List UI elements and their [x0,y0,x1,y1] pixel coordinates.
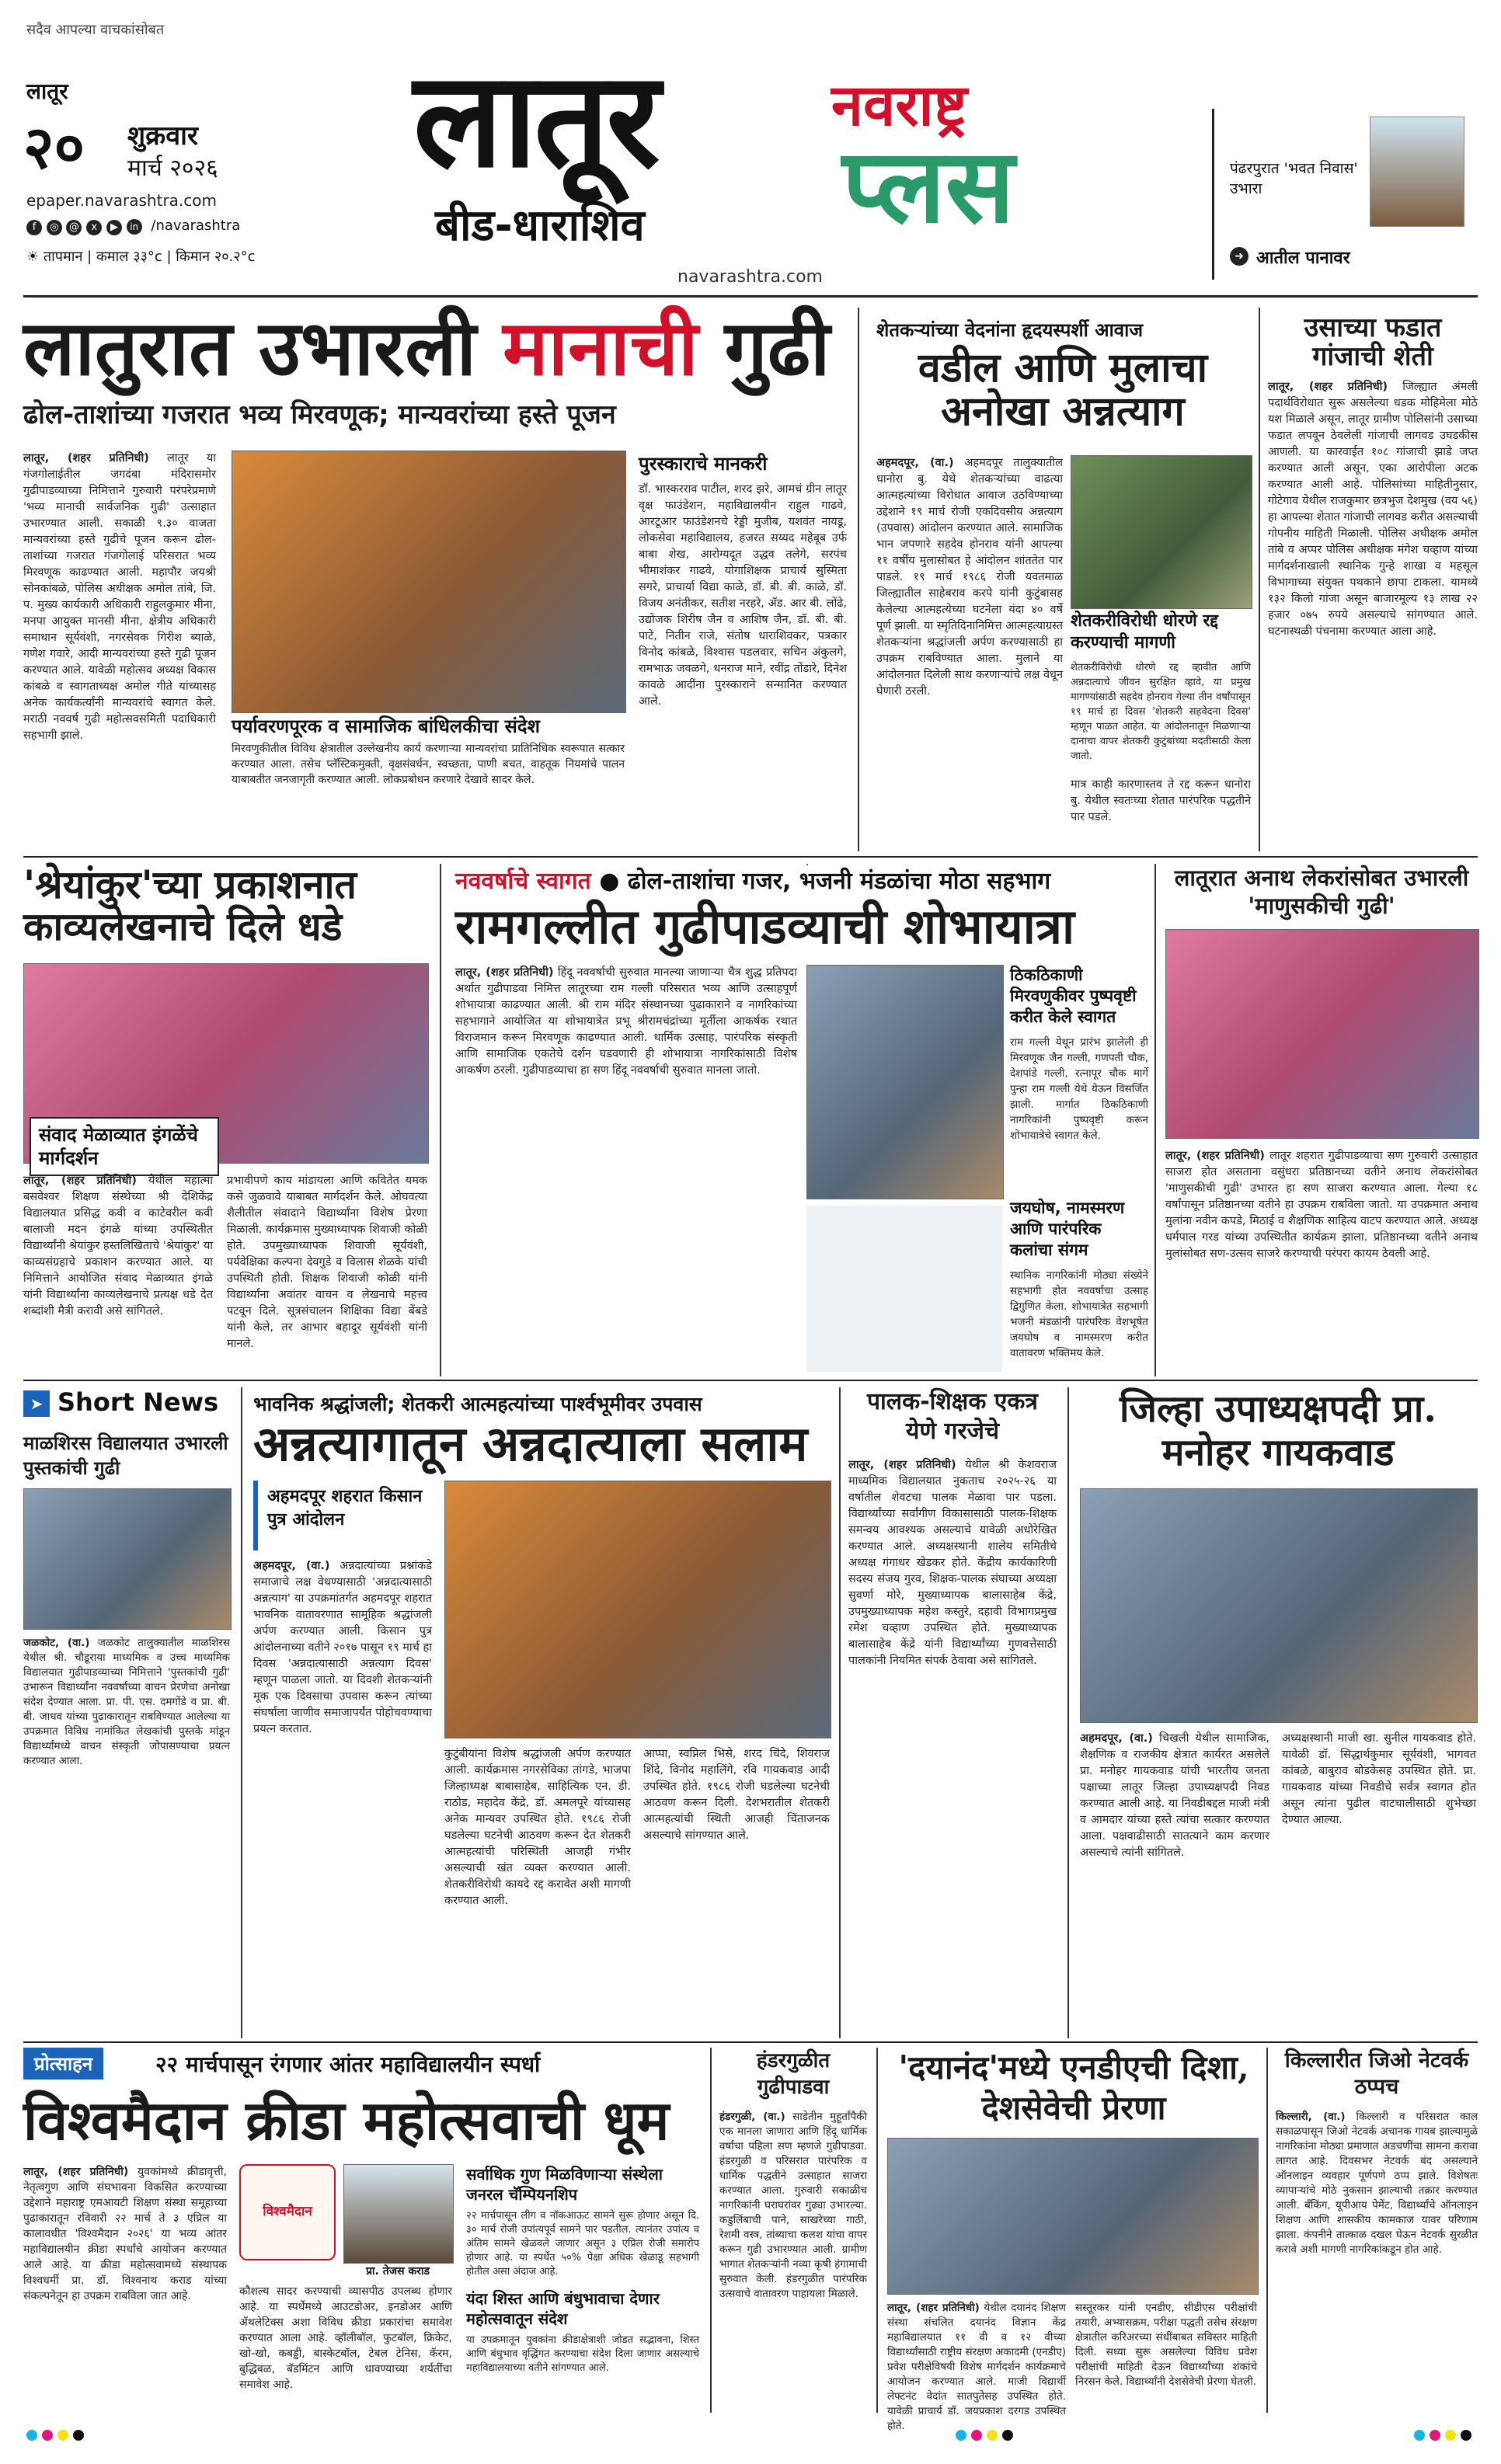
palak-body-text: येथील श्री केशवराज माध्यमिक विद्यालयात नुकताच २०२५-२६ या वर्षातील शेवटचा पालक मेळावा पार पडला. विद्यार्थ्यांच्या सर्वांगीण विकासासाठी पालक-शिक्षक समन्वय आवश्यक असल्याचे यावेळी अधोरेखित करण्यात आले. अध्यक्षस्थानी शालेय समितीचे अध्यक्ष गंगाधर खेडकर होते. केंद्रीय कार्यकारिणी सदस्य संजय गुरव, शिक्षक-पालक संघाच्या अध्यक्षा सुवर्णा मोरे, मुख्याध्यापक बालासाहेब केंद्रे, उपमुख्याध्यापक महेश कस्तुरे, दहावी विभागप्रमुख रमेश चव्हाण उपस्थित होते. मुख्याध्यापक बालासाहेब केंद्रे यांनी विद्यार्थ्यांच्या गुणवत्तेसाठी पालकांनी नियमित संपर्क ठेवावा असे सांगितले. [848,1459,1057,1667]
ramgalli-box2-title: जयघोष, नामस्मरण आणि पारंपरिक कलांचा संगम [1010,1199,1125,1259]
masthead-city: लातूर [26,78,68,104]
ramgalli-body-text: हिंदू नववर्षाची सुरुवात मानल्या जाणाऱ्या चैत्र शुद्ध प्रतिपदा अर्थात गुढीपाडवा निमित्त लातूरच्या राम गल्ली परिसरात भव्य आणि उत्साहपूर्ण शोभायात्रा काढण्यात आली. श्री राम मंदिर संस्थानच्या पुढाकाराने व नागरिकांच्या सहभागाने आयोजित या शोभायात्रेत प्रभू श्रीरामचंद्रांच्या मूर्तीला आकर्षक रथात विराजमान करून मिरवणूक काढण्यात आली. धार्मिक उत्साह, पारंपरिक संस्कृती आणि सामाजिक एकतेचे दर्शन घडवणारी ही शोभायात्रा नागरिकांसाठी विशेष आकर्षण ठरली. गुढीपाडव्याचा हा सण हिंदू नववर्षाची सुरुवात मानला जातो. [455,966,797,1077]
kridotsav-box2-title: यंदा शिस्त आणि बंधुभावाचा देणार महोत्सवातून संदेश [466,2289,660,2328]
handarguli-dateline: हंडरगुळी, (वा.) [719,2111,785,2123]
reg-mark-magenta-2 [971,2430,982,2441]
palak-dateline: लातूर, (शहर प्रतिनिधी) [848,1459,956,1471]
epaper-url[interactable]: epaper.navarashtra.com [26,191,217,210]
brand-top: नवराष्ट्र [831,72,967,139]
instagram-icon[interactable]: ◎ [47,220,62,235]
bullet-icon: ● [599,868,628,895]
award-box [639,451,847,847]
ramgalli-kicker: ढोल-ताशांचा गजर, भजनी मंडळांचा मोठा सहभाग [627,868,1051,895]
sugarcane-headline: उसाच्या फडात गांजाची शेती [1304,312,1442,372]
lead-body-text: लातूर या गंजगोलाईतील जगदंबा मंदिरासमोर गुढीपाडव्याच्या निमित्ताने गुरुवारी परंपरेप्रमाणे 'भव्य मानाची सार्वजनिक गुढी' उत्साहात उभारण्यात आली. सकाळी ९.३० वाजता मान्यवरांच्या हस्ते गुढीचे पूजन करून ढोल-ताशांच्या गजरात गंजगोलाई परिसरात भव्य मिरवणूक काढण्यात आली. महापौर जयश्री सोनकांबळे, पोलिस अधीक्षक अमोल तांबे, जि. प. मुख्य कार्यकारी अधिकारी राहुलकुमार मीना, मनपा आयुक्त मानसी मीना, क्षेत्रीय अधिकारी समाधान सूर्यवंशी, नगरसेवक गिरीश ब्याळे, गणेश गवारे, आदी मान्यवरांच्या हस्ते गुढी पूजन करण्यात आले. यावेळी महोत्सव अध्यक्ष विकास कांबळे व स्वागताध्यक्ष अमोल गीते यांच्यासह अनेक कार्यकर्त्यांनी मान्यवरांचे स्वागत केले. मराठी नववर्ष गुढी महोत्सवसमिती पदाधिकारी सहभागी झाले. [23,452,216,742]
title-sub: बीड-धाराशिव [435,200,645,251]
section-divider-1 [23,856,1478,858]
short-news [23,1387,230,2038]
handarguli-body-text: साडेतीन मुहूर्तांपैकी एक मानला जाणारा आणि हिंदू धार्मिक वर्षाचा पहिला सण म्हणजे गुढीपाडवा. हंडरगुळी व परिसरात पारंपरिक व धार्मिक पद्धतीने उत्साहात साजरा करण्यात आला. गुरुवारी सकाळीच नागरिकांनी घराघरांवर गुढ्या उभारल्या. कडुलिंबाची पाने, साखरेच्या गाठी, रेशमी वस्त्र, तांब्याचा कलश यांचा वापर करून गुढी उभारण्यात आली. ग्रामीण भागात शेतकऱ्यांनी नव्या कृषी हंगामाची सुरुवात केली. हंडरगुळीत पारंपरिक उत्सवाचे वातावरण पाहायला मिळाले. [719,2111,867,2300]
weather-text: तापमान | कमाल ३३°c | किमान २०.२°c [43,249,256,265]
award-title: पुरस्काराचे मानकरी [639,453,768,475]
weekday: शुक्रवार [127,120,198,151]
reg-mark-cyan-2 [956,2430,966,2441]
annatyag-story [241,1387,841,2038]
lead-subhead: ढोल-ताशांच्या गजरात भव्य मिरवणूक; मान्यवरांच्या हस्ते पूजन [23,399,616,430]
dayanand-photo [887,2138,1259,2295]
ramgalli-box [1010,965,1148,1372]
anath-story [1165,864,1478,1376]
zilha-body [1080,1731,1269,2034]
shreyankur-dateline: लातूर, (शहर प्रतिनिधी) [23,1175,137,1187]
dayanand-body-2: सस्तूरकर यांनी एनडीए, सीडीएस परीक्षांची तयारी, अभ्यासक्रम, परीक्षा पद्धती तसेच संरक्षण क्षेत्रातील करिअरच्या संधींबाबत सविस्तर माहिती दिली. सध्या सुरू असलेल्या विविध प्रवेश परीक्षांची माहिती देऊन विद्यार्थ्यांच्या शंकांचे निरसन केले. विद्यार्थ्यांनी देशसेवेची प्रेरणा घेतली. [1075,2302,1257,2388]
farmer-headline: वडील आणि मुलाचा अनोखा अन्नत्याग [918,344,1208,436]
reg-mark-yellow-2 [987,2430,998,2441]
kridotsav-dateline: लातूर, (शहर प्रतिनिधी) [23,2166,129,2178]
arrow-icon: ➤ [23,1390,50,1417]
lead-caption-body: मिरवणुकीतील विविध क्षेत्रातील उल्लेखनीय कार्य करणाऱ्या मान्यवरांचा प्रातिनिधिक स्वरूपात सत्कार करण्यात आला. तसेच प्लॅस्टिकमुक्ती, वृक्षसंवर्धन, स्वच्छता, पाणी बचत, वाहतूक नियमांचे पालन याबाबतीत जनजागृती करण्यात आली. लोकप्रबोधन करणारे देखावे सादर केले. [232,743,625,786]
reg-mark-black [73,2430,84,2441]
kridotsav-body [23,2164,227,2408]
short-news-label: Short News [57,1387,219,1417]
short-news-dateline: जळकोट, (वा.) [23,1637,90,1649]
kridotsav-person-photo [343,2164,454,2264]
farmer-body-text: अहमदपूर तालुक्यातील धानोरा बु. येथे शेतकऱ्यांच्या वाढत्या आत्महत्यांच्या विरोधात आवाज उठविण्याच्या उद्देशाने १९ मार्च रोजी एकदिवसीय अन्नत्याग (उपवास) आंदोलन करण्यात आले. सामाजिक भान जपणारे सहदेव होनराव यांनी आपल्या ११ वर्षीय मुलासोबत हे आंदोलन शांततेत पार पाडले. १९ मार्च १९८६ रोजी यवतमाळ जिल्ह्यातील साहेबराव करपे यांनी कुटुंबासह केलेल्या आत्महत्येच्या घटनेला यंदा ४० वर्षे पूर्ण झाली. या स्मृतिदिनानिमित्त आत्महत्याग्रस्त शेतकऱ्यांना श्रद्धांजली अर्पण करण्यासाठी हा उपक्रम राबविण्यात आला. मुलाने या आंदोलनात दिलेली साथ करणाऱ्यांचे लक्ष वेधून घेणारी ठरली. [876,457,1063,698]
ramgalli-photo-1 [806,864,808,865]
short-news-body-text: जळकोट तालुक्यातील माळशिरस येथील श्री. चौडूराया माध्यमिक व उच्च माध्यमिक विद्यालयात गुढीपाडव्याच्या निमित्ताने 'पुस्तकांची गुढी' उभारून विद्यार्थ्यांना नववर्षाच्या वाचन प्रेरणेचा अनोखा संदेश देण्यात आला. प्रा. पी. एस. दमगोंडे व प्रा. बी. बी. जाधव यांच्या पुढाकारातून राबविण्यात आलेल्या या उपक्रमात विविध नामांकित लेखकांची पुस्तके मांडून विद्यार्थ्यांमध्ये वाचन संस्कृती जोपासण्याचा प्रयत्न करण्यात आला. [23,1637,231,1767]
farmer-dateline: अहमदपूर, (वा.) [876,457,954,469]
jio-dateline: किल्लारी, (वा.) [1276,2111,1346,2123]
zilha-body-text: चिखली येथील सामाजिक, शैक्षणिक व राजकीय क्षेत्रात कार्यरत असलेले प्रा. मनोहर गायकवाड यांची भारतीय जनता पक्षाच्या लातूर जिल्हा उपाध्यक्षपदी निवड करण्यात आली आहे. या निवडीबद्दल माजी मंत्री व आमदार यांच्या हस्ते त्यांचा सत्कार करण्यात आला. पक्षवाढीसाठी सातत्याने काम करणार असल्याचे त्यांनी सांगितले. [1080,1732,1270,1859]
kridotsav-headline: विश्वमैदान क्रीडा महोत्सवाची धूम [23,2088,670,2153]
jio-headline: किल्लारीत जिओ नेटवर्क ठप्पच [1284,2048,1469,2099]
farmer-body [876,455,1063,844]
reg-mark-black-3 [1461,2430,1471,2441]
weather-strip [26,247,256,266]
reg-mark-yellow [57,2430,68,2441]
anath-dateline: लातूर, (शहर प्रतिनिधी) [1165,1150,1265,1162]
lead-headline [23,304,831,393]
palak-story [848,1387,1057,2038]
ramgalli-dateline: लातूर, (शहर प्रतिनिधी) [455,966,554,979]
short-news-body [23,1636,230,2034]
sugarcane-story [1268,308,1478,851]
lead-column-1 [23,451,216,847]
annatyag-dateline: अहमदपूर, (वा.) [253,1560,330,1572]
lead-photo [232,451,626,713]
palak-headline: पालक-शिक्षक एकत्र येणे गरजेचे [867,1388,1038,1445]
ramgalli-label: नववर्षाचे स्वागत [455,868,591,895]
lead-story [23,304,847,851]
title-main: लातूर [413,42,657,197]
threads-icon[interactable]: @ [66,220,82,235]
jio-story [1276,2048,1478,2413]
handarguli-story [710,2048,867,2413]
reg-mark-yellow-3 [1445,2430,1456,2441]
zilha-story [1067,1387,1479,2038]
kridotsav-box-title: सर्वाधिक गुण मिळविणाऱ्या संस्थेला जनरल चॅम्पियनशिप [466,2165,663,2204]
kridotsav-label: प्रोत्साहन [23,2048,103,2079]
lead-headline-a: लातुरात उभारली [23,304,477,393]
masthead-divider [23,295,1478,298]
kridotsav-box [466,2164,699,2408]
kridotsav-person-caption: प्रा. तेजस कराड [365,2265,430,2278]
date-number: २० [23,113,85,182]
x-icon[interactable]: x [86,220,102,235]
reg-mark-cyan [26,2430,37,2441]
palak-body [848,1457,1057,2034]
dayanand-story [876,2048,1268,2432]
farmer-box-body: शेतकरीविरोधी धोरणे रद्द व्हावीत आणि अन्नदात्याचे जीवन सुरक्षित व्हावे, या प्रमुख मागण्यांसाठी सहदेव होनराव गेल्या तीन वर्षांपासून १९ मार्च हा दिवस 'शेतकरी सहवेदना दिवस' म्हणून पाळत आहेत. या आंदोलनातून मिळणाऱ्या दानाचा वापर शेतकरी कुटुंबांच्या मदतीसाठी केला जातो. [1071,662,1251,762]
anath-headline: लातूरात अनाथ लेकरांसोबत उभारली 'माणुसकीची गुढी' [1174,865,1469,919]
teaser-text: पंढरपुरात 'भवत निवास' उभारा [1230,160,1358,197]
shreyankur-body-2: प्रभावीपणे काय मांडायला आणि कवितेत यमक कसे जुळवावे याबाबत मार्गदर्शन केले. ओघवत्या शैलीतील संवादाने विद्यार्थ्यांना विशेष प्रेरणा मिळाली. कार्यक्रमास मुख्याध्यापक शिवाजी कोळी होते. उपमुख्याध्यापक शिवाजी सूर्यवंशी, पर्यवेक्षिका कल्पना देवगुडे व विलास शेळके यांची उपस्थिती होती. शिक्षक शिवाजी कोळी यांनी विद्यार्थ्यांना अवांतर वाचन व लेखनाचे महत्त्व पटवून दिले. सूत्रसंचालन शिक्षिका विद्या बेंबडे यांनी केले, तर आभार बहादूर सूर्यवंशी यांनी मानले. [227,1175,427,1350]
lead-body [23,451,216,744]
annatyag-body-text: अन्नदात्यांच्या प्रश्नांकडे समाजाचे लक्ष वेधण्यासाठी 'अन्नदात्यासाठी अन्नत्याग' या उपक्रमांतर्गत अहमदपूर शहरात भावनिक वातावरणात सामूहिक श्रद्धांजली अर्पण करण्यात आली. किसान पुत्र आंदोलनाच्या वतीने २०१७ पासून १९ मार्च हा दिवस 'अन्नदात्यासाठी अन्नत्याग दिवस' म्हणून पाळला जातो. या दिवशी शेतकऱ्यांनी मूक एक दिवसाचा उपवास करून त्यांच्या संघर्षाला जाणीव समाजापर्यंत पोहोचवण्याचा प्रयत्न करतात. [253,1560,432,1735]
award-body: डॉ. भास्करराव पाटील, शरद झरे, आमचं ग्रीन लातूर वृक्ष फाउंडेशन, महाविद्यालयीन राहुल गाढवे, आरटूआर फाउंडेशनचे रेड्डी मुजीब, यशवंत नायडू, लोकसेवा महाविद्यालय, हजरत सय्यद महेबूब उर्फ बाबा शेख, आरोग्यदूत उद्धव तलेगे, सरपंच भीमाशंकर गाढवे, योगाशिक्षक प्राचार्य सुस्मिता सगरे, प्राचार्या विद्या काळे, डॉ. बी. बी. काळे, डॉ. विजय अनंतीकर, सतीश नरहरे, ॲड. आर बी. लोंढे, उद्योजक शिरीष जैन व आशिष जैन, डॉ. बी. बी. पाटे, नितीन राजे, संतोष धाराशिवकर, पत्रकार विनोद कांबळे, विश्वास पडलवार, सचिन अंकुलगे, रामभाऊ जवळगे, धनराज माने, रवींद्र तोंडारे, दिनेश कावळे आदींना पुरस्काराने सन्मानित करण्यात आले. [639,483,847,708]
zilha-body-2: अध्यक्षस्थानी माजी खा. सुनील गायकवाड होते. यावेळी डॉ. सिद्धार्थकुमार सूर्यवंशी, भागवत कांबळे, बाबुराव बोडकेसह उपस्थित होते. प्रा. गायकवाड यांच्या निवडीचे सर्वत्र स्वागत होत असून त्यांना पुढील वाटचालीसाठी शुभेच्छा देण्यात आल्या. [1282,1732,1476,1826]
sun-icon: ☀ [26,249,40,265]
kridotsav-logo [239,2164,336,2260]
anath-body [1165,1148,1478,1372]
farmer-story [858,308,1260,851]
teaser-arrow-icon: ➜ [1230,247,1249,266]
ramgalli-photo-lower-text [806,1206,1002,1372]
short-news-photo [23,1488,232,1630]
kridotsav-box2-body: या उपक्रमातून युवकांना क्रीडाक्षेत्राशी जोडत सद्भावना, शिस्त आणि बंधुभाव वृद्धिंगत करण्याचा संदेश दिला जाणार असल्याचे महाविद्यालयाच्या वतीने सांगण्यात आले. [466,2334,699,2374]
lead-photo-caption: पर्यावरणपूरक व सामाजिक बांधिलकीचा संदेश [232,715,540,737]
ramgalli-box-title: ठिकठिकाणी मिरवणुकीवर पुष्पवृष्टी करीत केले स्वागत [1010,966,1137,1026]
farmer-kicker: शेतकऱ्यांच्या वेदनांना हृदयस्पर्शी आवाज [876,319,1144,341]
annatyag-photo [444,1481,831,1738]
dayanand-headline: 'दयानंद'मध्ये एनडीएची दिशा, देशसेवेची प्रेरणा [898,2048,1249,2127]
shreyankur-story [23,861,427,1376]
annatyag-box-title: अहमदपूर शहरात किसान पुत्र आंदोलन [267,1487,423,1530]
handarguli-headline: हंडरगुळीत गुढीपाडवा [756,2049,831,2099]
farmer-box-title: शेतकरीविरोधी धोरणे रद्द करण्याची मागणी [1071,611,1219,653]
shreyankur-headline: 'श्रेयांकुर'च्या प्रकाशनात काव्यलेखनाचे दिले धडे [23,861,357,949]
social-icons [26,218,240,235]
ramgalli-headline: रामगल्लीत गुढीपाडव्याची शोभायात्रा [455,898,1075,955]
registration-marks [0,2422,1501,2453]
brand-bottom: प्लस [842,127,1015,246]
kridotsav-body-2: कौशल्य सादर करण्याची व्यासपीठ उपलब्ध होणार आहे. या स्पर्धेमध्ये आउटडोअर, इनडोअर आणि ॲथलेटिक्स अशा विविध क्रीडा प्रकारांचा समावेश करण्यात आला आहे. व्हॉलीबॉल, फुटबॉल, क्रिकेट, खो-खो, कबड्डी, बास्केटबॉल, टेबल टेनिस, कॅरम, बुद्धिबळ, बॅडमिंटन आणि धावण्याच्या शर्यतींचा समावेश आहे. [239,2285,452,2391]
jio-body [1276,2110,1478,2408]
shreyankur-body-text: येथील महात्मा बसवेश्वर शिक्षण संस्थेच्या श्री देशिकेंद्र विद्यालयात प्रसिद्ध कवी व काटेवरील कवी बालाजी मदन इंगळे यांच्या उपस्थितीत विद्यार्थ्यांनी श्रेयांकुर हस्तलिखिताचे 'श्रेयांकुर' या काव्यसंग्रहाचे प्रकाशन करण्यात आले. या निमित्ताने आयोजित संवाद मेळाव्यात इंगळे यांनी विद्यार्थ्यांना काव्यलेखनाचे प्रत्यक्ष धडे देत शब्दांशी मैत्री करावी असे सांगितले. [23,1175,213,1317]
annatyag-headline: अन्नत्यागातून अन्नदात्याला सलाम [253,1415,808,1472]
zilha-headline: जिल्हा उपाध्यक्षपदी प्रा. मनोहर गायकवाड [1119,1387,1437,1474]
facebook-icon[interactable]: f [26,220,42,235]
lead-headline-b: मानाची [503,304,698,393]
teaser-link[interactable]: आतील पानावर [1256,249,1350,268]
ramgalli-photo [806,965,1004,1199]
kridotsav-story [23,2048,699,2413]
annatyag-body [253,1558,432,2034]
shreyankur-photo-caption: संवाद मेळाव्यात इंगळेंचे मार्गदर्शन [30,1117,219,1176]
dayanand-body-text: येथील दयानंद शिक्षण संस्था संचलित दयानंद विज्ञान केंद्र महाविद्यालयात ११ वी व १२ वीच्या विद्यार्थ्यांसाठी राष्ट्रीय संरक्षण अकादमी (एनडीए) प्रवेश परीक्षेविषयी विशेष मार्गदर्शन कार्यक्रमाचे आयोजन करण्यात आले. माजी विद्यार्थी लेफ्टनंट वेदांत सातपुतेसह उपस्थित होते. यावेळी प्राचार्य डॉ. जयप्रकाश दरगड उपस्थित होते. [887,2302,1067,2432]
dayanand-dateline: लातूर, (शहर प्रतिनिधी) [887,2302,980,2314]
lead-headline-c: गुढी [724,304,831,393]
dayanand-body [887,2301,1067,2432]
ramgalli-story [440,864,1156,1376]
teaser-box[interactable] [1212,109,1471,280]
annatyag-kicker: भावनिक श्रद्धांजली; शेतकरी आत्महत्यांच्या पार्श्वभूमीवर उपवास [253,1393,702,1415]
website[interactable]: navarashtra.com [677,267,823,287]
farmer-tail: मात्र काही कारणास्तव ते रद्द करून धानोरा बु. येथील स्वतःच्या शेतात पारंपरिक पद्धतीने पार पडले. [1071,778,1251,823]
anath-photo [1165,929,1479,1139]
kridotsav-box-body: २२ मार्चपासून लीग व नॉकआऊट सामने सुरू होणार असून दि. ३० मार्च रोजी उपांत्यपूर्व सामने पार पडतील. त्यानंतर उपांत्य व अंतिम सामने खेळवले जाणार असून ३ एप्रिल रोजी समारोप होणार आहे. या स्पर्धेत ५०% पेक्षा अधिक खेळाडू सहभागी होतील असा अंदाज आहे. [466,2210,699,2278]
shreyankur-body [23,1173,213,1372]
annatyag-body-2: कुटुंबीयांना विशेष श्रद्धांजली अर्पण करण्यात आली. कार्यक्रमास नगरसेविका तांगडे, भाजपा जिल्हाध्यक्ष बाबासाहेब, साहित्यिक एन. डी. राठोड, महादेव केंद्रे, डॉ. अमलपूरे यांच्यासह अनेक मान्यवर उपस्थित होते. १९८६ रोजी घडलेल्या घटनेची आठवण करून देत शेतकरी आत्महत्यांची परिस्थिती आजही गंभीर असल्याची खंत व्यक्त करण्यात आली. शेतकरीविरोधी कायदे रद्द करावेत अशी मागणी करण्यात आली. [444,1748,631,1907]
short-news-label-row [23,1387,230,1422]
annatyag-box [253,1481,437,1550]
reg-mark-black-2 [1002,2430,1013,2441]
kridotsav-logo-text: विश्वमैदान [263,2204,312,2219]
zilha-dateline: अहमदपूर, (वा.) [1080,1732,1153,1745]
jio-body-text: किल्लारी व परिसरात काल सकाळपासून जिओ नेटवर्क अचानक गायब झाल्यामुळे नागरिकांना मोठ्या प्रमाणात अडचणींचा सामना करावा लागत आहे. दिवसभर नेटवर्क बंद असल्याने ऑनलाइन व्यवहार पूर्णपणे ठप्प झाले. विशेषतः व्यापाऱ्यांचे मोठे नुकसान झाल्याची तक्रार करण्यात आली. बँकिंग, यूपीआय पेमेंट, विद्यार्थ्यांचे ऑनलाइन शिक्षण आणि शासकीय कामकाज यावर परिणाम झाला. कंपनीने तात्काळ दखल घेऊन नेटवर्क सुरळीत करावे अशी मागणी नागरिकांकडून होत आहे. [1276,2111,1478,2256]
ramgalli-body [455,965,797,1372]
social-handle: /navarashtra [151,218,241,234]
handarguli-body [719,2110,867,2408]
lead-dateline: लातूर, (शहर प्रतिनिधी) [23,452,149,465]
zilha-photo [1080,1488,1478,1723]
masthead-tagline: सदैव आपल्या वाचकांसोबत [26,22,165,38]
sugarcane-body-text: जिल्ह्यात अंमली पदार्थविरोधात सुरू असलेल्या धडक मोहिमेला मोठे यश मिळाले असून, लातूर ग्रामीण पोलिसांनी उसाच्या फडात लपवून ठेवलेली गांजाची लागवड उघडकीस आणली. या कारवाईत १०८ गांजाची झाडे जप्त करण्यात आली असून, एका आरोपीला अटक करण्यात आली आहे. पोलिसांच्या माहितीनुसार, गोटेगाव येथील राजकुमार छत्रभुज देशमुख (वय ५६) हा आपल्या शेतात गांजाची लागवड करीत असल्याची गोपनीय माहिती मिळाली. पोलिस अधीक्षक अमोल तांबे व अप्पर पोलिस अधीक्षक मंगेश चव्हाण यांच्या मार्गदर्शनाखाली स्थानिक गुन्हे शाखा व महसूल विभागाच्या संयुक्त पथकाने छापा टाकला. यामध्ये १३२ किलो गांजा असून बाजारमूल्य १३ लाख २२ हजार ०७५ रुपये असल्याचे सांगण्यात आले. घटनास्थळी पंचनामा करण्यात आला आहे. [1268,381,1478,638]
reg-mark-cyan-3 [1414,2430,1425,2441]
farmer-photo [1071,455,1252,609]
kridotsav-body-text: युवकांमध्ये क्रीडावृत्ती, नेतृत्वगुण आणि संघभावना विकसित करण्याच्या उद्देशाने महाराष्ट्र एमआयटी शिक्षण संस्था समूहाच्या पुढाकारातून रविवारी २२ मार्च ते ३ एप्रिल या कालावधीत 'विश्वमैदान २०२६' या भव्य आंतर महाविद्यालयीन क्रीडा स्पर्धांचे आयोजन करण्यात आले आहे. या क्रीडा महोत्सवामध्ये संस्थापक विश्वधर्मी प्रा. डॉ. विश्वनाथ कराड यांच्या संकल्पनेतून हा उपक्रम राबविला जात आहे. [23,2166,227,2302]
linkedin-icon[interactable]: in [127,219,142,235]
reg-mark-magenta [42,2430,53,2441]
kridotsav-kicker: २२ मार्चपासून रंगणार आंतर महाविद्यालयीन स्पर्धा [155,2052,541,2077]
anath-body-text: लातूर शहरात गुढीपाडव्याचा सण गुरुवारी उत्साहात साजरा होत असताना वसुंधरा प्रतिष्ठानच्या वतीने अनाथ लेकरांसोबत 'माणुसकीची गुढी' उभारत हा सण साजरा करण्यात आला. गेल्या १८ वर्षांपासून प्रतिष्ठानच्या वतीने हा उपक्रम राबविला जातो. या उपक्रमात अनाथ मुलांना नवीन कपडे, मिठाई व शैक्षणिक साहित्य वाटप करण्यात आले. अध्यक्ष धर्मपाल गरड यांच्या उपस्थितीत कार्यक्रम झाला. प्रतिष्ठानच्या वतीने अनाथ मुलांसोबत सण-उत्सव साजरे करण्याची परंपरा कायम ठेवली आहे. [1165,1150,1478,1260]
ramgalli-kicker-row [455,864,1050,896]
section-divider-2 [23,1380,1478,1381]
short-news-headline: माळशिरस विद्यालयात उभारली पुस्तकांची गुढी [23,1432,228,1479]
masthead [0,0,1501,295]
kridotsav-label-row [23,2048,699,2082]
ramgalli-box-body: राम गल्ली येथून प्रारंभ झालेली ही मिरवणूक जैन गल्ली, गणपती चौक, देशपांडे गल्ली, रत्नापूर चौक मार्गे पुन्हा राम गल्ली येथे येऊन विसर्जित झाली. मार्गात ठिकठिकाणी नागरिकांनी पुष्पवृष्टी करून शोभायात्रेचे स्वागत केले. [1010,1036,1148,1142]
sugarcane-body [1268,379,1478,845]
month-year: मार्च २०२६ [127,155,218,182]
section-divider-3 [23,2041,1478,2043]
youtube-icon[interactable]: ▶ [106,220,122,235]
sugarcane-dateline: लातूर, (शहर प्रतिनिधी) [1268,381,1388,393]
reg-mark-magenta-3 [1430,2430,1440,2441]
teaser-photo [1370,117,1464,227]
ramgalli-box2-body: स्थानिक नागरिकांनी मोठ्या संख्येने सहभागी होत नववर्षाचा उत्साह द्विगुणित केला. शोभायात्रेत सहभागी भजनी मंडळांनी पारंपरिक वेशभूषेत जयघोष व नामस्मरण करीत वातावरण भक्तिमय केले. [1010,1269,1148,1359]
annatyag-body-3: आप्पा, स्वप्निल भिसे, शरद चिंदे, शिवराज शिंदे, विनोद महालिंगे, रवि गायकवाड आदी उपस्थित होते. १९८६ रोजी घडलेल्या घटनेची आठवण करून दिली. देशभरातील शेतकरी आत्महत्यांची स्थिती आजही चिंताजनक असल्याचे सांगण्यात आले. [643,1748,830,1842]
